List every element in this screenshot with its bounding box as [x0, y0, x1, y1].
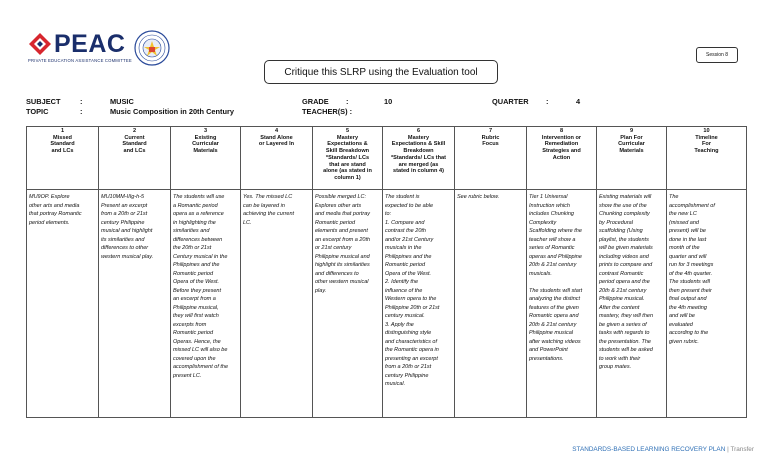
subject-value: MUSIC — [110, 97, 134, 106]
cell-rubric-focus: See rubric below. — [455, 190, 527, 418]
subject-label: SUBJECT — [26, 97, 61, 106]
logo-text: PEAC — [54, 30, 126, 58]
quarter-colon: : — [546, 97, 549, 106]
teacher-label: TEACHER(S) : — [302, 107, 353, 116]
header-mastery-stand-alone: 5 Mastery Expectations & Skill Breakdown *Standards/ LCs that are stand alone (as stated in column 1) — [313, 127, 383, 190]
footer-phase: Transfer — [730, 446, 754, 453]
grade-colon: : — [346, 97, 349, 106]
logo-subtitle: PRIVATE EDUCATION ASSISTANCE COMMITTEE — [28, 58, 132, 63]
peac-diamond-icon — [28, 32, 52, 56]
quarter-label: QUARTER — [492, 97, 529, 106]
topic-colon: : — [80, 107, 83, 116]
topic-label: TOPIC — [26, 107, 49, 116]
cell-intervention: Tier 1 Universal Instruction which includes Chunking Complexity Scaffolding where the teacher will show a series of Romantic operas and Philippine 20th & 21st century musicals. The students will start analyzing the distinct features of the given Romantic opera and 20th & 21st century Philippine musical after watching videos and PowerPoint presentations. — [527, 190, 597, 418]
grade-label: GRADE — [302, 97, 329, 106]
grade-value: 10 — [384, 97, 393, 106]
cell-plan-materials: Existing materials will show the use of the Chunking complexity by Procedural scaffolding (Using playlist, the students will be given materials including videos and prints to compare and contrast Romantic period opera and the 20th & 21st century Philippine musical. After the content mastery, they will then be given a series of tasks with regards to the presentation. The students will be asked to work with their group mates. — [597, 190, 667, 418]
footer-plan-name: STANDARDS-BASED LEARNING RECOVERY PLAN — [572, 446, 726, 453]
cell-existing-materials: The students will use a Romantic period opera as a reference in highlighting the similarities and differences between the 20th or 21st Century musical in the Philippines and the Romantic period Opera of the West. Before they present an excerpt from a Philippine musical, they will first watch excerpts from Romantic period Operas. Hence, the missed LC will also be covered upon the accomplishment of the present LC. — [171, 190, 241, 418]
subject-colon: : — [80, 97, 83, 106]
session-badge: Session 8 — [696, 47, 738, 63]
cell-mastery-merged: The student is expected to be able to: 1. Compare and contrast the 20th and/or 21st Century musicals in the Philippines and the Romantic period Opera of the West. 2. Identify the influence of the Western opera to the Philippine 20th or 21st century musical. 3. Apply the distinguishing style and characteristics of the Romantic opera in presenting an excerpt from a 20th or 21st century Philippine musical. — [383, 190, 455, 418]
header-missed-standards: 1 Missed Standard and LCs — [27, 127, 99, 190]
header-mastery-merged: 6 Mastery Expectations & Skill Breakdown *Standards/ LCs that are merged (as stated in column 4) — [383, 127, 455, 190]
header-timeline: 10 Timeline For Teaching — [667, 127, 747, 190]
cell-missed-standards: MU9OP. Explore other arts and media that portray Romantic period elements. — [27, 190, 99, 418]
cell-current-standards: MU10MM-IIIg-h-5 Present an excerpt from a 20th or 21st century Philippine musical and highlight its similarities and differences to other western musical play. — [99, 190, 171, 418]
header-stand-alone: 4 Stand Alone or Layered In — [241, 127, 313, 190]
header-intervention: 8 Intervention or Remediation Strategies and Action — [527, 127, 597, 190]
table-header-row — [27, 127, 747, 190]
header-existing-materials: 3 Existing Curricular Materials — [171, 127, 241, 190]
header-plan-materials: 9 Plan For Curricular Materials — [597, 127, 667, 190]
topic-value: Music Composition in 20th Century — [110, 107, 235, 116]
slrp-table — [26, 126, 747, 418]
deped-seal-icon — [134, 30, 170, 66]
header-current-standards: 2 Current Standard and LCs — [99, 127, 171, 190]
cell-timeline: The accomplishment of the new LC (missed and present) will be done in the last month of the quarter and will run for 3 meetings of the 4th quarter. The students will then present their final output and the 4th meeting and will be evaluated according to the given rubric. — [667, 190, 747, 418]
cell-mastery-stand-alone: Possible merged LC: Explores other arts and media that portray Romantic period elements and present an excerpt from a 20th or 21st century Philippine musical and highlight its similarities and differences to other western musical play. — [313, 190, 383, 418]
quarter-value: 4 — [576, 97, 581, 106]
cell-stand-alone: Yes. The missed LC can be layered in achieving the current LC. — [241, 190, 313, 418]
footer-separator: | — [727, 446, 729, 453]
table-row — [27, 190, 747, 418]
critique-instruction: Critique this SLRP using the Evaluation tool — [264, 60, 498, 84]
footer — [490, 446, 754, 453]
header-rubric-focus: 7 Rubric Focus — [455, 127, 527, 190]
